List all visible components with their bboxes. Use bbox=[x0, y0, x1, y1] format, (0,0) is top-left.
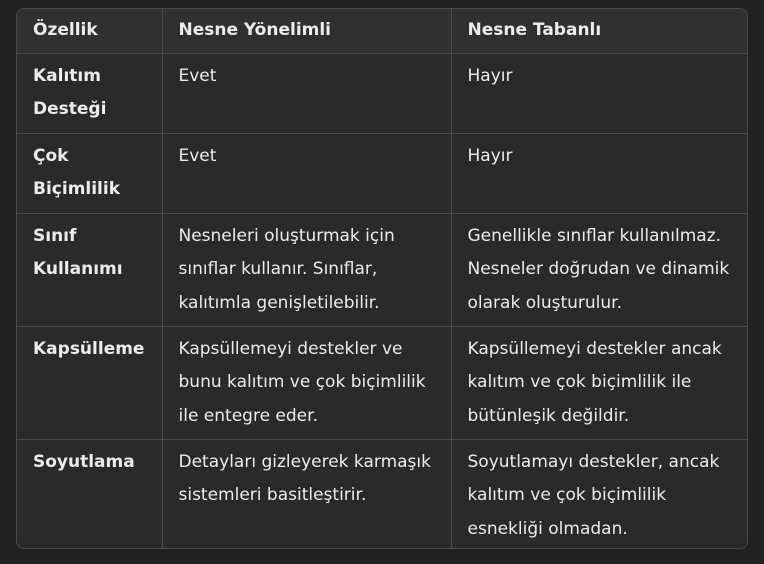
table-row bbox=[17, 53, 747, 133]
comparison-table bbox=[17, 9, 747, 549]
table-row bbox=[17, 439, 747, 549]
object-oriented-cell: Evet bbox=[162, 133, 451, 213]
feature-cell: Çok Biçimlilik bbox=[17, 133, 162, 213]
object-based-cell: Soyutlamayı destekler, ancak kalıtım ve çok biçimlilik esnekliği olmadan. bbox=[451, 439, 747, 549]
table-header bbox=[17, 9, 747, 53]
feature-cell: Soyutlama bbox=[17, 439, 162, 549]
feature-cell: Kalıtım Desteği bbox=[17, 53, 162, 133]
table-body bbox=[17, 53, 747, 549]
table-row bbox=[17, 213, 747, 326]
object-oriented-cell: Detayları gizleyerek karmaşık sistemleri basitleştirir. bbox=[162, 439, 451, 549]
table-row bbox=[17, 326, 747, 439]
object-oriented-cell: Evet bbox=[162, 53, 451, 133]
header-feature: Özellik bbox=[17, 9, 162, 53]
object-based-cell: Kapsüllemeyi destekler ancak kalıtım ve çok biçimlilik ile bütünleşik değildir. bbox=[451, 326, 747, 439]
header-object-based: Nesne Tabanlı bbox=[451, 9, 747, 53]
object-based-cell: Hayır bbox=[451, 133, 747, 213]
object-oriented-cell: Kapsüllemeyi destekler ve bunu kalıtım ve çok biçimlilik ile entegre eder. bbox=[162, 326, 451, 439]
feature-cell: Kapsülleme bbox=[17, 326, 162, 439]
header-object-oriented: Nesne Yönelimli bbox=[162, 9, 451, 53]
object-based-cell: Genellikle sınıflar kullanılmaz. Nesneler doğrudan ve dinamik olarak oluşturulur. bbox=[451, 213, 747, 326]
table-row bbox=[17, 133, 747, 213]
object-oriented-cell: Nesneleri oluşturmak için sınıflar kullanır. Sınıflar, kalıtımla genişletilebilir. bbox=[162, 213, 451, 326]
object-based-cell: Hayır bbox=[451, 53, 747, 133]
feature-cell: Sınıf Kullanımı bbox=[17, 213, 162, 326]
header-row bbox=[17, 9, 747, 53]
comparison-table-container bbox=[16, 8, 748, 549]
